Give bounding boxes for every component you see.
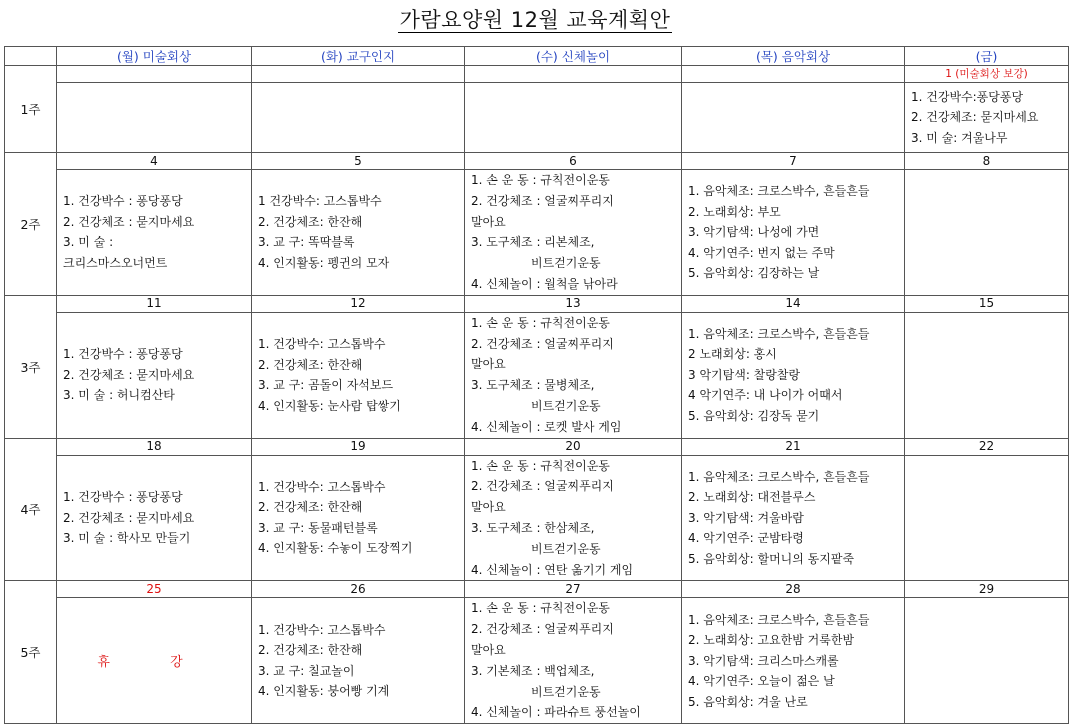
date-cell: 7 [682,153,905,170]
activity-line: 3. 미 술: 겨울나무 [911,130,1008,145]
corner-cell [5,47,57,66]
day-header-wed: (수) 신체놀이 [465,47,682,66]
activity-line: 비트걷기운동 [531,541,601,556]
activity-line: 2. 건강체조: 한잔해 [258,214,363,229]
date-cell [252,66,465,83]
activity-line: 말아요 [471,214,506,229]
activity-line: 3. 악기탐색: 나성에 가면 [688,225,820,240]
date-row [5,66,1069,83]
activity-cell [252,598,465,724]
activity-cell [57,312,252,438]
date-cell: 11 [57,295,252,312]
activity-line: 4. 악기연주: 군밤타령 [688,531,804,546]
activity-line: 1. 건강박수 : 퐁당퐁당 [63,490,183,505]
activity-line: 2. 건강체조 : 얼굴찌푸리지 [471,622,614,637]
activity-cell [252,170,465,296]
date-cell: 20 [465,438,682,455]
date-cell [682,66,905,83]
date-cell: 26 [252,581,465,598]
date-cell: 8 [905,153,1069,170]
activity-line: 4. 신체놀이 : 월척을 낚아라 [471,276,618,291]
activity-line: 4. 인지활동: 붕어빵 기계 [258,684,390,699]
activity-line: 2. 건강체조 : 얼굴찌푸리지 [471,193,614,208]
week-label: 5주 [5,581,57,724]
activity-cell [682,455,905,581]
day-header-mon: (월) 미술회상 [57,47,252,66]
education-plan-table [4,46,1069,724]
activity-line: 1. 건강박수:퐁당퐁당 [911,89,1024,104]
date-cell: 27 [465,581,682,598]
activity-line: 4. 인지활동: 수놓이 도장찍기 [258,541,413,556]
activity-line: 1. 음악체조: 크로스박수, 흔들흔들 [688,469,870,484]
week-label: 4주 [5,438,57,581]
activity-line: 4 악기연주: 내 나이가 어때서 [688,388,843,403]
activity-line: 3. 악기탐색: 겨울바람 [688,510,804,525]
day-header-fri: (금) [905,47,1069,66]
date-cell: 12 [252,295,465,312]
activity-line: 2. 건강체조: 한잔해 [258,500,363,515]
activity-line: 3. 도구체조 : 리본체조, [471,235,595,250]
activity-line: 말아요 [471,500,506,515]
week-label: 2주 [5,153,57,296]
activity-line: 1. 음악체조: 크로스박수, 흔들흔들 [688,326,870,341]
date-cell [57,66,252,83]
activity-line: 2. 노래회상: 부모 [688,204,781,219]
date-cell: 18 [57,438,252,455]
activity-cell [682,170,905,296]
activity-cell [57,170,252,296]
activity-line: 1. 손 운 동 : 규칙전이운동 [471,458,610,473]
activity-line: 3 악기탐색: 찰랑찰랑 [688,367,801,382]
activity-cell [465,598,682,724]
date-cell: 6 [465,153,682,170]
activity-cell [905,598,1069,724]
activity-line: 2 노래회상: 홍시 [688,347,777,362]
date-cell: 13 [465,295,682,312]
activity-line: 1. 손 운 동 : 규칙전이운동 [471,173,610,187]
activity-line: 1. 건강박수 : 퐁당퐁당 [63,347,183,362]
activity-cell [57,598,252,724]
date-cell: 14 [682,295,905,312]
activity-line: 비트걷기운동 [531,398,601,413]
activity-cell [905,83,1069,153]
activity-line: 2. 노래회상: 고요한밤 거룩한밤 [688,633,855,648]
date-cell: 15 [905,295,1069,312]
activity-line: 2. 건강체조 : 묻지마세요 [63,214,195,229]
activity-line: 2. 건강체조 : 얼굴찌푸리지 [471,479,614,494]
activity-cell [465,170,682,296]
activity-line: 2. 건강체조 : 얼굴찌푸리지 [471,336,614,351]
activity-line: 1. 건강박수: 고스톱박수 [258,622,386,637]
activity-line: 5. 음악회상: 할머니의 동지팥죽 [688,551,855,566]
activity-cell [57,455,252,581]
activity-line: 4. 인지활동: 눈사람 탑쌓기 [258,398,401,413]
activity-line: 3. 미 술 : [63,235,114,250]
activity-line: 4. 신체놀이 : 파라슈트 풍선놀이 [471,705,641,720]
activity-line: 3. 미 술 : 허니컴산타 [63,388,175,403]
day-header-tue: (화) 교구인지 [252,47,465,66]
activity-cell [465,312,682,438]
activity-cell [465,83,682,153]
date-cell: 28 [682,581,905,598]
activity-cell [905,170,1069,296]
activity-line: 1. 음악체조: 크로스박수, 흔들흔들 [688,612,870,627]
activity-line: 1. 손 운 동 : 규칙전이운동 [471,315,610,330]
date-cell: 19 [252,438,465,455]
activity-line: 3. 악기탐색: 크리스마스캐롤 [688,653,839,668]
activity-line: 5. 음악회상: 겨울 난로 [688,694,808,709]
week-label: 3주 [5,295,57,438]
activity-line: 3. 교 구: 칠교놀이 [258,663,355,678]
holiday-label: 휴 강 [97,655,211,671]
activity-line: 2. 건강체조 : 묻지마세요 [63,367,195,382]
content-row [5,598,1069,724]
activity-cell [905,312,1069,438]
date-cell [465,66,682,83]
activity-line: 4. 신체놀이 : 로켓 발사 게임 [471,419,622,434]
date-cell: 21 [682,438,905,455]
date-cell: 1 (미술회상 보강) [905,66,1069,83]
activity-cell [465,455,682,581]
activity-line: 크리스마스오너먼트 [63,255,168,270]
activity-line: 1. 음악체조: 크로스박수, 흔들흔들 [688,184,870,199]
date-cell: 25 [57,581,252,598]
activity-line: 1. 건강박수 : 퐁당퐁당 [63,194,183,209]
activity-cell [682,598,905,724]
activity-line: 3. 미 술 : 학사모 만들기 [63,531,191,546]
activity-line: 3. 교 구: 곰돌이 자석보드 [258,378,394,393]
content-row [5,170,1069,296]
content-row [5,312,1069,438]
date-cell: 5 [252,153,465,170]
activity-cell [252,83,465,153]
activity-line: 비트걷기운동 [531,256,601,271]
content-row [5,83,1069,153]
date-cell: 29 [905,581,1069,598]
activity-cell [905,455,1069,581]
activity-line: 2. 노래회상: 대전블루스 [688,490,816,505]
activity-line: 4. 신체놀이 : 연탄 옮기기 게임 [471,562,634,577]
activity-line: 2. 건강체조: 묻지마세요 [911,110,1039,125]
date-row [5,581,1069,598]
activity-line: 5. 음악회상: 김장독 묻기 [688,408,820,423]
date-row [5,153,1069,170]
date-row [5,438,1069,455]
activity-line: 말아요 [471,643,506,658]
activity-cell [252,455,465,581]
activity-line: 3. 도구체조 : 한삼체조, [471,520,595,535]
content-row [5,455,1069,581]
activity-line: 5. 음악회상: 김장하는 날 [688,266,820,281]
page-title: 가람요양원 12월 교육계획안 [399,8,671,32]
date-cell: 22 [905,438,1069,455]
day-header-thu: (목) 음악회상 [682,47,905,66]
activity-cell [57,83,252,153]
activity-line: 3. 교 구: 똑딱블록 [258,235,355,250]
activity-line: 2. 건강체조: 한잔해 [258,643,363,658]
activity-line: 1. 건강박수: 고스톱박수 [258,479,386,494]
activity-line: 4. 악기연주: 번지 없는 주막 [688,245,835,260]
activity-line: 말아요 [471,357,506,372]
plan-body [5,66,1069,724]
day-header-row [5,47,1069,66]
date-row [5,295,1069,312]
activity-line: 4. 악기연주: 오늘이 젊은 날 [688,674,835,689]
activity-cell [682,83,905,153]
activity-line: 3. 도구체조 : 물병체조, [471,378,595,393]
week-label: 1주 [5,66,57,153]
activity-line: 2. 건강체조: 한잔해 [258,357,363,372]
activity-cell [682,312,905,438]
activity-line: 3. 교 구: 동물패턴블록 [258,520,378,535]
activity-line: 1 건강박수: 고스톱박수 [258,194,382,209]
activity-cell [252,312,465,438]
activity-line: 2. 건강체조 : 묻지마세요 [63,510,195,525]
activity-line: 3. 기본체조 : 백업체조, [471,663,595,678]
activity-line: 비트걷기운동 [531,684,601,699]
activity-line: 1. 손 운 동 : 규칙전이운동 [471,601,610,616]
activity-line: 4. 인지활동: 펭귄의 모자 [258,255,390,270]
date-cell: 4 [57,153,252,170]
activity-line: 1. 건강박수: 고스톱박수 [258,337,386,352]
